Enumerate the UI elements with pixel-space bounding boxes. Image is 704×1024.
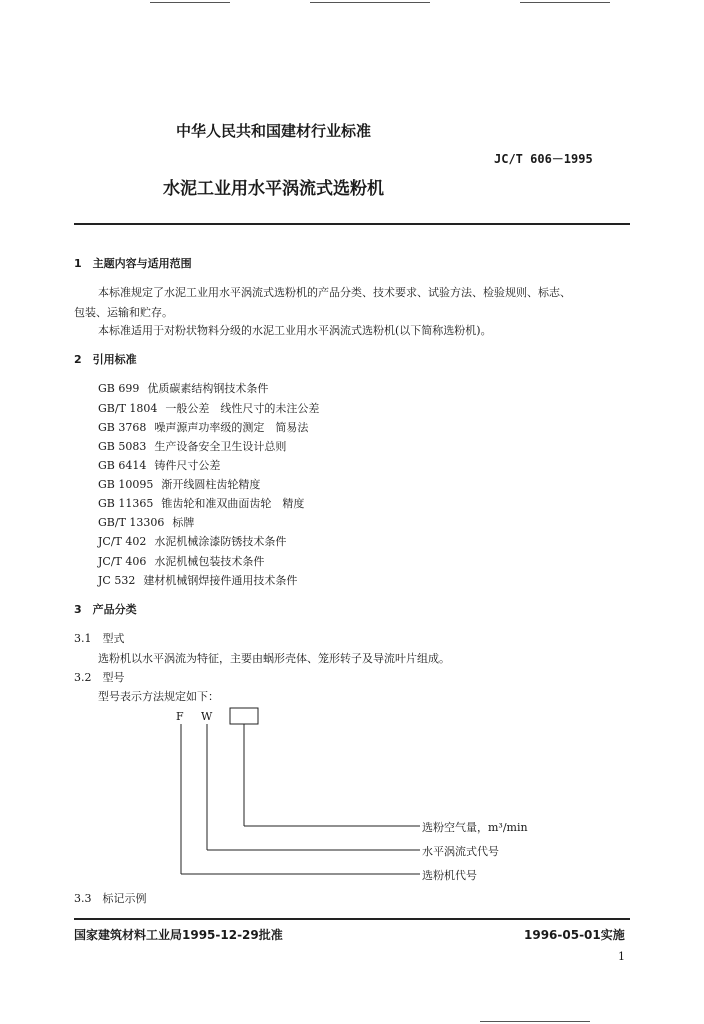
standard-title: 水泥工业用水平涡流式选粉机 (163, 179, 384, 199)
separator-code-label: 选粉机代号 (422, 869, 477, 882)
section-3-heading: 3 产品分类 (74, 603, 137, 616)
reference-code: GB 10095 (98, 478, 154, 491)
reference-code: GB 3768 (98, 421, 147, 434)
reference-code: GB 6414 (98, 459, 147, 472)
reference-code: GB 699 (98, 382, 140, 395)
reference-code: JC 532 (98, 574, 136, 587)
section-1-heading: 1 主题内容与适用范围 (74, 257, 192, 270)
reference-code: GB 5083 (98, 440, 147, 453)
standard-number: JC/T 606－1995 (494, 152, 593, 166)
footer-rule (74, 918, 630, 920)
reference-title: 优质碳素结构钢技术条件 (147, 382, 269, 395)
reference-title: 标牌 (172, 516, 195, 529)
section-3-2-text: 型号表示方法规定如下： (98, 690, 219, 703)
reference-title: 一般公差 线性尺寸的未注公差 (165, 402, 320, 415)
reference-code: GB/T 13306 (98, 516, 165, 529)
page-number: 1 (618, 950, 625, 963)
reference-title: 渐开线圆柱齿轮精度 (161, 478, 261, 491)
model-letter-f: F (176, 710, 184, 723)
issuing-org: 中华人民共和国建材行业标准 (176, 122, 372, 140)
reference-code: GB 11365 (98, 497, 154, 510)
reference-code: JC/T 406 (98, 555, 147, 568)
reference-title: 水泥机械包装技术条件 (154, 555, 265, 568)
effective-date: 1996-05-01实施 (524, 928, 625, 942)
section-2-heading: 2 引用标准 (74, 353, 137, 366)
reference-code: JC/T 402 (98, 535, 147, 548)
airflow-box (230, 708, 258, 724)
section-1-paragraph-1: 本标准规定了水泥工业用水平涡流式选粉机的产品分类、技术要求、试验方法、检验规则、标志、 (98, 286, 571, 299)
reference-title: 生产设备安全卫生设计总则 (154, 440, 287, 453)
approval-statement: 国家建筑材料工业局1995-12-29批准 (74, 928, 283, 942)
reference-title: 建材机械钢焊接件通用技术条件 (143, 574, 298, 587)
section-1-paragraph-1-cont: 包装、运输和贮存。 (74, 306, 173, 319)
horizontal-vortex-label: 水平涡流式代号 (422, 845, 499, 858)
reference-title: 锥齿轮和准双曲面齿轮 精度 (161, 497, 305, 510)
section-3-2-heading: 3.2 型号 (74, 671, 125, 684)
reference-title: 水泥机械涂漆防锈技术条件 (154, 535, 287, 548)
model-letter-w: W (201, 710, 213, 723)
airflow-label: 选粉空气量，m³/min (422, 821, 528, 834)
reference-title: 铸件尺寸公差 (154, 459, 221, 472)
section-3-1-text: 选粉机以水平涡流为特征，主要由蜗形壳体、笼形转子及导流叶片组成。 (98, 652, 450, 665)
section-1-paragraph-2: 本标准适用于对粉状物料分级的水泥工业用水平涡流式选粉机(以下简称选粉机)。 (98, 324, 492, 337)
section-3-1-heading: 3.1 型式 (74, 632, 125, 645)
section-3-3-heading: 3.3 标记示例 (74, 892, 147, 905)
reference-title: 噪声源声功率级的测定 简易法 (154, 421, 309, 434)
reference-code: GB/T 1804 (98, 402, 158, 415)
